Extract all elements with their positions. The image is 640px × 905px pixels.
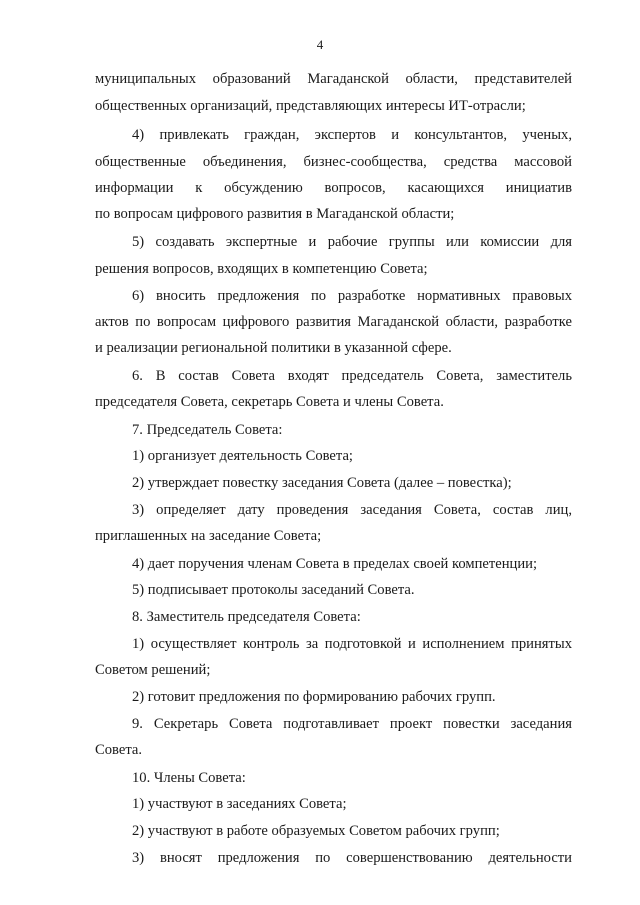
text-line: 10. Члены Совета: (132, 770, 246, 786)
text-line: приглашенных на заседание Совета; (95, 528, 322, 544)
text-line: 7. Председатель Совета: (132, 422, 283, 438)
text-line: общественные объединения, бизнес-сообщества, средства массовой (95, 154, 572, 170)
text-line: 4) привлекать граждан, экспертов и консультантов, ученых, (132, 127, 572, 143)
text-line: 3) определяет дату проведения заседания Совета, состав лиц, (132, 502, 572, 518)
text-line: 8. Заместитель председателя Совета: (132, 609, 361, 625)
text-line: общественных организаций, представляющих интересы ИТ-отрасли; (95, 98, 526, 114)
text-line: 1) осуществляет контроль за подготовкой и исполнением принятых (132, 636, 572, 652)
text-line: Совета. (95, 742, 142, 758)
text-line: 5) подписывает протоколы заседаний Совета. (132, 582, 415, 598)
text-line: 3) вносят предложения по совершенствованию деятельности (132, 850, 572, 866)
text-line: и реализации региональной политики в указанной сфере. (95, 340, 452, 356)
text-line: 6) вносить предложения по разработке нормативных правовых (132, 288, 572, 304)
text-line: председателя Совета, секретарь Совета и члены Совета. (95, 394, 444, 410)
text-line: 1) участвуют в заседаниях Совета; (132, 796, 347, 812)
text-line: 4) дает поручения членам Совета в пределах своей компетенции; (132, 556, 538, 572)
text-line: Советом решений; (95, 662, 211, 678)
text-line: по вопросам цифрового развития в Магаданской области; (95, 206, 455, 222)
page-number: 4 (316, 37, 324, 52)
text-line: муниципальных образований Магаданской области, представителей (95, 71, 572, 87)
text-line: решения вопросов, входящих в компетенцию Совета; (95, 261, 428, 277)
text-line: 2) готовит предложения по формированию рабочих групп. (132, 689, 496, 705)
text-line: 2) участвуют в работе образуемых Советом рабочих групп; (132, 823, 500, 839)
text-line: 5) создавать экспертные и рабочие группы или комиссии для (132, 234, 572, 250)
text-line: 2) утверждает повестку заседания Совета (далее – повестка); (132, 475, 512, 491)
text-line: 6. В состав Совета входят председатель Совета, заместитель (132, 368, 572, 384)
text-line: актов по вопросам цифрового развития Магаданской области, разработке (95, 314, 572, 330)
text-line: информации к обсуждению вопросов, касающихся инициатив (95, 180, 572, 196)
text-line: 9. Секретарь Совета подготавливает проект повестки заседания (132, 716, 572, 732)
text-line: 1) организует деятельность Совета; (132, 448, 353, 464)
